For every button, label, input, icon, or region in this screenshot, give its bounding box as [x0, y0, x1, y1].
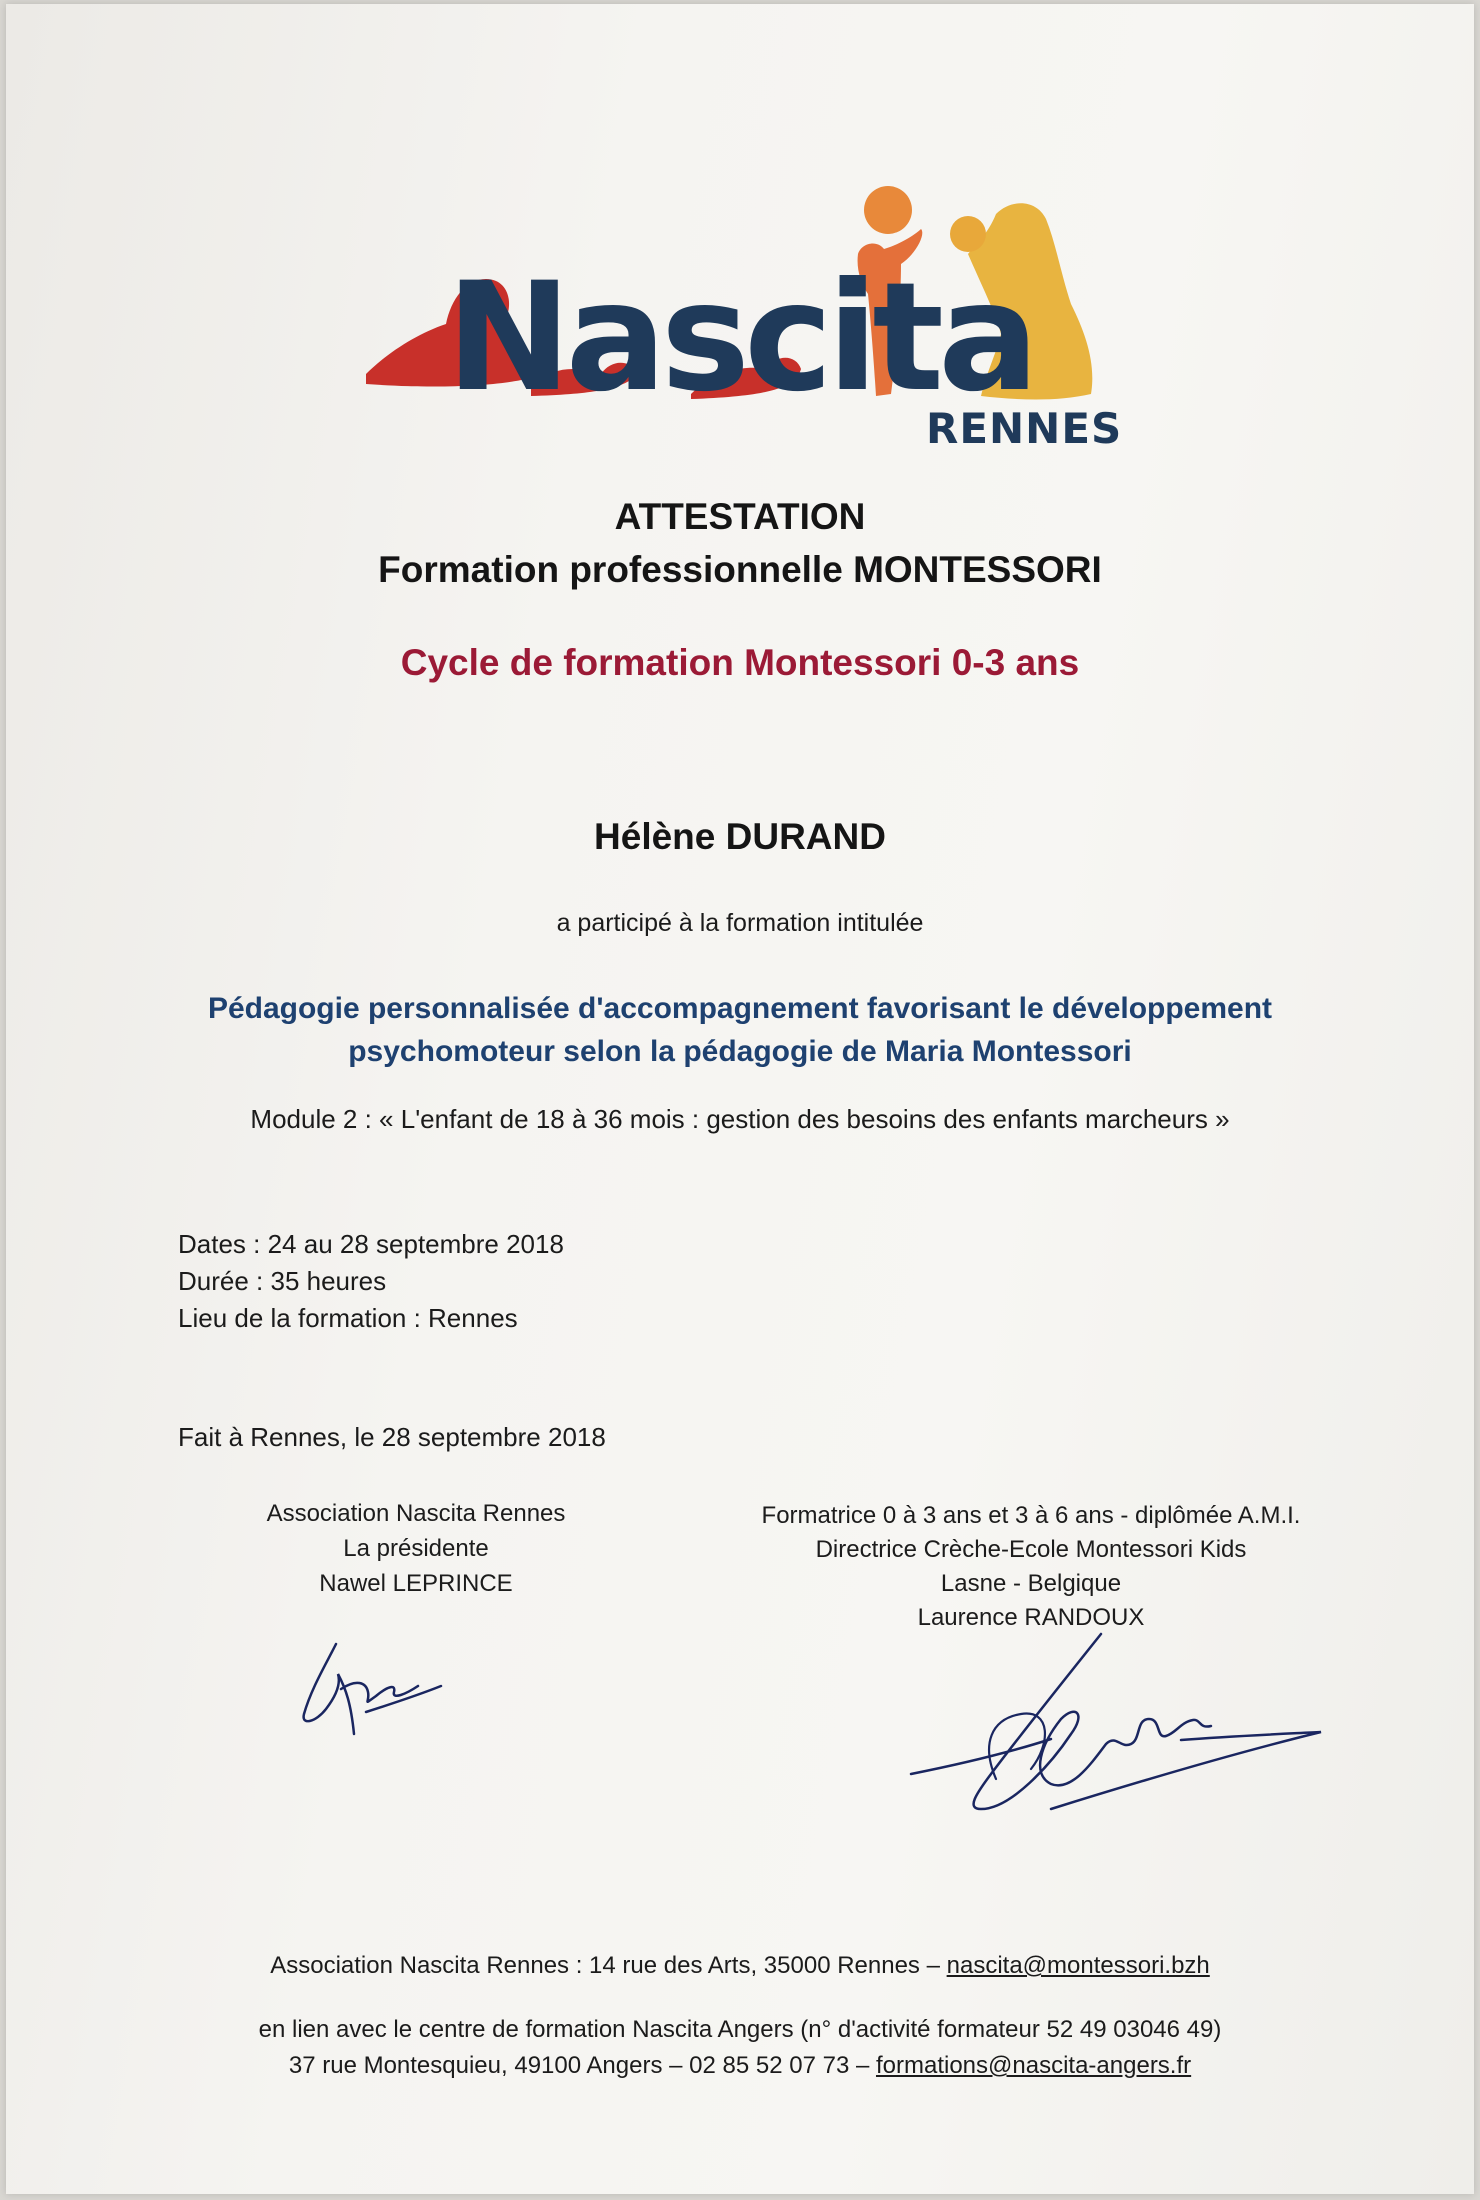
- footer-partner: [6, 2012, 1474, 2084]
- training-details: [178, 1226, 564, 1337]
- nascita-logo: [356, 174, 1136, 464]
- logo-wordmark: Nascita: [446, 251, 1034, 425]
- signatory-right: [706, 1499, 1356, 1635]
- footer-partner-address: 37 rue Montesquieu, 49100 Angers – 02 85 52 07 73 –: [288, 2052, 876, 2079]
- signatory-right-line1: Formatrice 0 à 3 ans et 3 à 6 ans - diplômée A.M.I.: [761, 1502, 1301, 1529]
- certificate-sheet: [6, 4, 1474, 2194]
- signatory-left-org: Association Nascita Rennes: [266, 1500, 566, 1527]
- document-subtitle: Formation professionnelle MONTESSORI: [378, 549, 1102, 590]
- training-dates: Dates : 24 au 28 septembre 2018: [178, 1229, 564, 1259]
- training-location: Lieu de la formation : Rennes: [178, 1303, 518, 1333]
- signatory-right-line2: Directrice Crèche-Ecole Montessori Kids: [815, 1536, 1247, 1563]
- footer-partner-text: en lien avec le centre de formation Nascita Angers (n° d'activité formateur 52 49 03046 49): [258, 2016, 1222, 2043]
- signatory-left-name: Nawel LEPRINCE: [319, 1570, 513, 1597]
- footer-email-link[interactable]: nascita@montessori.bzh: [946, 1952, 1210, 1979]
- signatory-right-line3: Lasne - Belgique: [940, 1570, 1122, 1597]
- footer-address: [6, 1952, 1474, 1980]
- logo-city: RENNES: [926, 404, 1123, 453]
- footer-address-text: Association Nascita Rennes : 14 rue des Arts, 35000 Rennes –: [270, 1952, 947, 1979]
- footer-partner-address-line: [6, 2048, 1474, 2084]
- course-title-line1: Pédagogie personnalisée d'accompagnement favorisant le développement: [207, 992, 1273, 1025]
- training-duration: Durée : 35 heures: [178, 1266, 387, 1296]
- footer-partner-email-link[interactable]: formations@nascita-angers.fr: [875, 2052, 1192, 2079]
- signatory-right-name: Laurence RANDOUX: [917, 1604, 1145, 1631]
- course-title-line2: psychomoteur selon la pédagogie de Maria Montessori: [348, 1035, 1132, 1068]
- signatory-left-role: La présidente: [343, 1535, 489, 1562]
- signature-right: [901, 1624, 1331, 1824]
- participation-statement: a participé à la formation intitulée: [556, 909, 924, 937]
- signature-left: [296, 1634, 446, 1744]
- issue-place-date: Fait à Rennes, le 28 septembre 2018: [178, 1422, 606, 1452]
- course-module: Module 2 : « L'enfant de 18 à 36 mois : gestion des besoins des enfants marcheurs »: [250, 1104, 1230, 1134]
- training-cycle: Cycle de formation Montessori 0-3 ans: [400, 642, 1080, 683]
- course-title: [6, 987, 1474, 1073]
- signatory-left: [206, 1496, 626, 1601]
- recipient-name: Hélène DURAND: [594, 816, 886, 857]
- document-title: ATTESTATION: [614, 496, 866, 537]
